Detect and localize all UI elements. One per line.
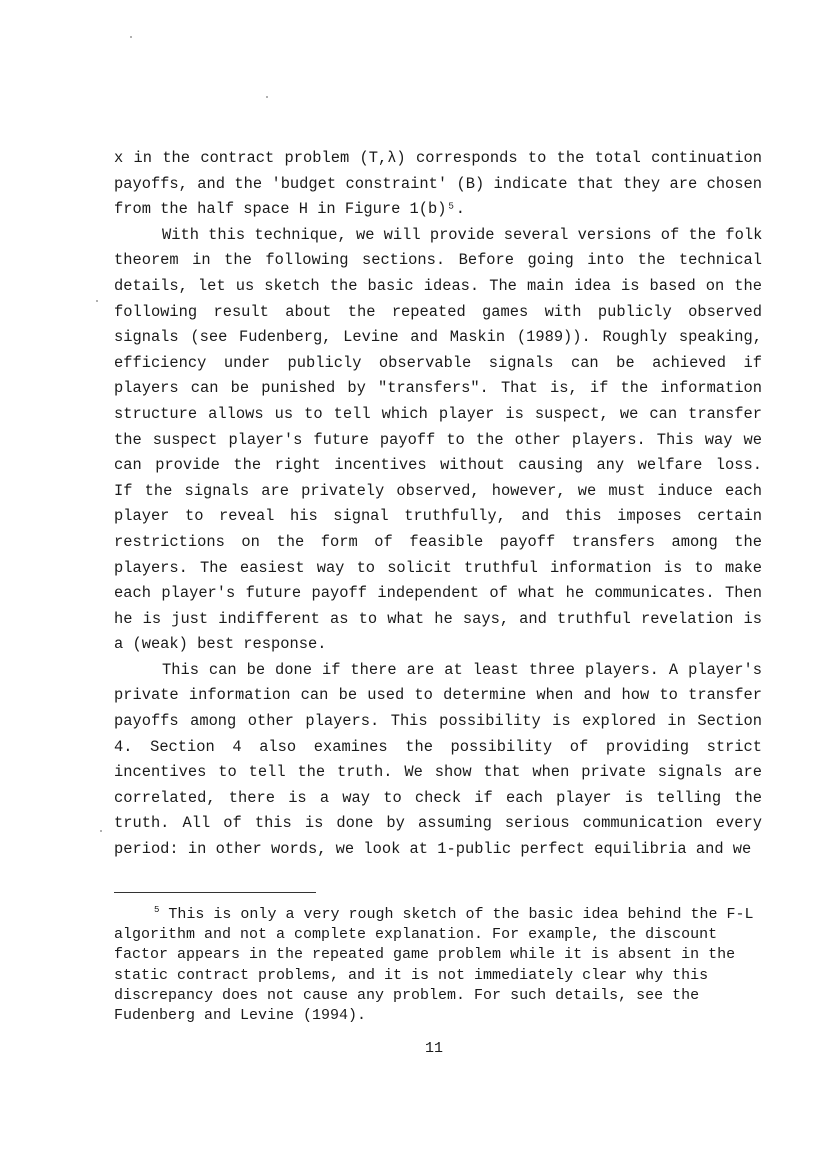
body-text [114, 146, 762, 863]
scan-speck [96, 300, 98, 302]
paragraph-line: theorem in the following sections. Before going into the technical [114, 251, 762, 270]
paragraph-line: correlated, there is a way to check if each player is telling the [114, 788, 762, 807]
scan-speck [266, 96, 268, 98]
paragraph-line: restrictions on the form of feasible payoff transfers among the [114, 532, 762, 551]
paragraph-line: player to reveal his signal truthfully, and this imposes certain [114, 507, 762, 526]
paragraph-line: he is just indifferent as to what he says, and truthful revelation is [114, 609, 762, 628]
paragraph-line: structure allows us to tell which player is suspect, we can transfer [114, 404, 762, 423]
paragraph-line: If the signals are privately observed, however, we must induce each [114, 481, 762, 500]
paragraph-line: payoffs among other players. This possibility is explored in Section [114, 712, 762, 731]
paragraph-line: truth. All of this is done by assuming serious communication every [114, 814, 762, 833]
page-number: 11 [425, 1040, 444, 1057]
scan-speck [100, 830, 102, 832]
paragraph-line: players. The easiest way to solicit truthful information is to make [114, 558, 762, 577]
scan-speck [130, 36, 132, 38]
paragraph-line: With this technique, we will provide several versions of the folk [162, 225, 763, 244]
footnote-marker: 5 [154, 905, 160, 915]
footnote [114, 905, 764, 1026]
footnote-text: This is only a very rough sketch of the basic idea behind the F-L algorithm and not a complete explanation. For example, the discount factor appears in the repeated game problem while it is absent in the static contract problems, and it is not immediately clear why this discrepancy does not cause any problem. For such details, see the Fudenberg and Levine (1994). [114, 906, 754, 1025]
paragraph-line: from the half space H in Figure 1(b)⁵. [114, 200, 465, 219]
paragraph-line: payoffs, and the 'budget constraint' (B) indicate that they are chosen [114, 174, 762, 193]
paragraph-line: efficiency under publicly observable signals can be achieved if [114, 353, 762, 372]
paragraph-line: signals (see Fudenberg, Levine and Maskin (1989)). Roughly speaking, [114, 328, 762, 347]
paragraph-line: period: in other words, we look at 1-public perfect equilibria and we [114, 840, 752, 859]
paragraph-line: can provide the right incentives without causing any welfare loss. [114, 456, 762, 475]
paragraph-line: following result about the repeated games with publicly observed [114, 302, 762, 321]
paragraph-line: details, let us sketch the basic ideas. The main idea is based on the [114, 276, 762, 295]
paragraph-line: players can be punished by "transfers". That is, if the information [114, 379, 762, 398]
paragraph-line: incentives to tell the truth. We show that when private signals are [114, 763, 762, 782]
paragraph-line: private information can be used to determine when and how to transfer [114, 686, 762, 705]
paragraph-line: a (weak) best response. [114, 635, 327, 654]
paragraph-line: 4. Section 4 also examines the possibility of providing strict [114, 737, 762, 756]
footnote-rule [114, 892, 316, 893]
paragraph-line: each player's future payoff independent of what he communicates. Then [114, 584, 762, 603]
paragraph-line: the suspect player's future payoff to the other players. This way we [114, 430, 762, 449]
paragraph-line: This can be done if there are at least three players. A player's [162, 660, 762, 679]
paragraph-line: x in the contract problem (T,λ) corresponds to the total continuation [114, 149, 762, 167]
